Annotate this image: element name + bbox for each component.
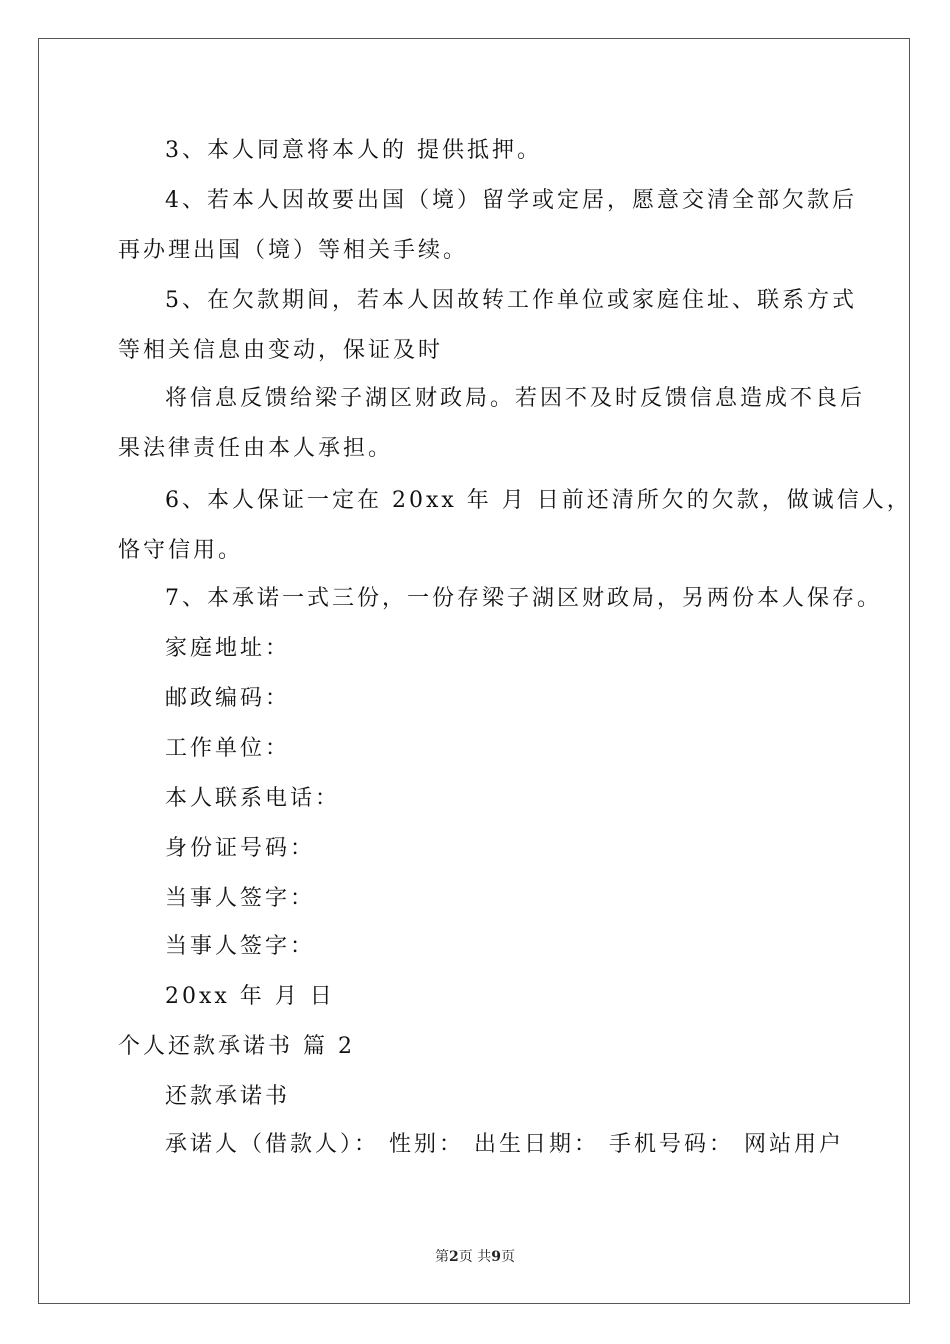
field-signature-2: 当事人签字： xyxy=(165,934,316,959)
paragraph-5-line-4: 果法律责任由本人承担。 xyxy=(118,436,394,461)
date-line: 20xx 年 月 日 xyxy=(165,984,335,1009)
paragraph-4-line-2: 再办理出国（境）等相关手续。 xyxy=(118,238,469,263)
field-phone: 本人联系电话： xyxy=(165,786,341,811)
paragraph-5-line-1: 5、在欠款期间，若本人因故转工作单位或家庭住址、联系方式 xyxy=(165,288,857,313)
footer-page-number: 2 xyxy=(449,1249,459,1265)
footer-mid: 页 共 xyxy=(458,1249,492,1265)
promisor-info-line: 承诺人（借款人）： 性别： 出生日期： 手机号码： 网站用户 xyxy=(165,1132,844,1157)
field-work-unit: 工作单位： xyxy=(165,736,291,761)
page-frame xyxy=(38,38,910,1304)
field-postal-code: 邮政编码： xyxy=(165,686,291,711)
footer-prefix: 第 xyxy=(435,1249,450,1265)
field-home-address: 家庭地址： xyxy=(165,636,291,661)
paragraph-7: 7、本承诺一式三份，一份存梁子湖区财政局，另两份本人保存。 xyxy=(165,586,882,611)
section-heading: 个人还款承诺书 篇 2 xyxy=(118,1034,355,1059)
paragraph-5-line-2: 等相关信息由变动，保证及时 xyxy=(118,338,444,363)
field-signature-1: 当事人签字： xyxy=(165,886,316,911)
paragraph-6-line-1: 6、本人保证一定在 20xx 年 月 日前还清所欠的欠款，做诚信人， xyxy=(165,488,912,513)
paragraph-6-line-2: 恪守信用。 xyxy=(118,538,244,563)
document-title: 还款承诺书 xyxy=(165,1084,291,1109)
footer-suffix: 页 xyxy=(500,1249,515,1265)
paragraph-5-line-3: 将信息反馈给梁子湖区财政局。若因不及时反馈信息造成不良后 xyxy=(165,386,866,411)
footer-total-pages: 9 xyxy=(491,1249,501,1265)
page-footer xyxy=(0,1247,950,1267)
paragraph-4-line-1: 4、若本人因故要出国（境）留学或定居，愿意交清全部欠款后 xyxy=(165,188,857,213)
paragraph-3: 3、本人同意将本人的 提供抵押。 xyxy=(165,138,542,163)
field-id-number: 身份证号码： xyxy=(165,836,316,861)
